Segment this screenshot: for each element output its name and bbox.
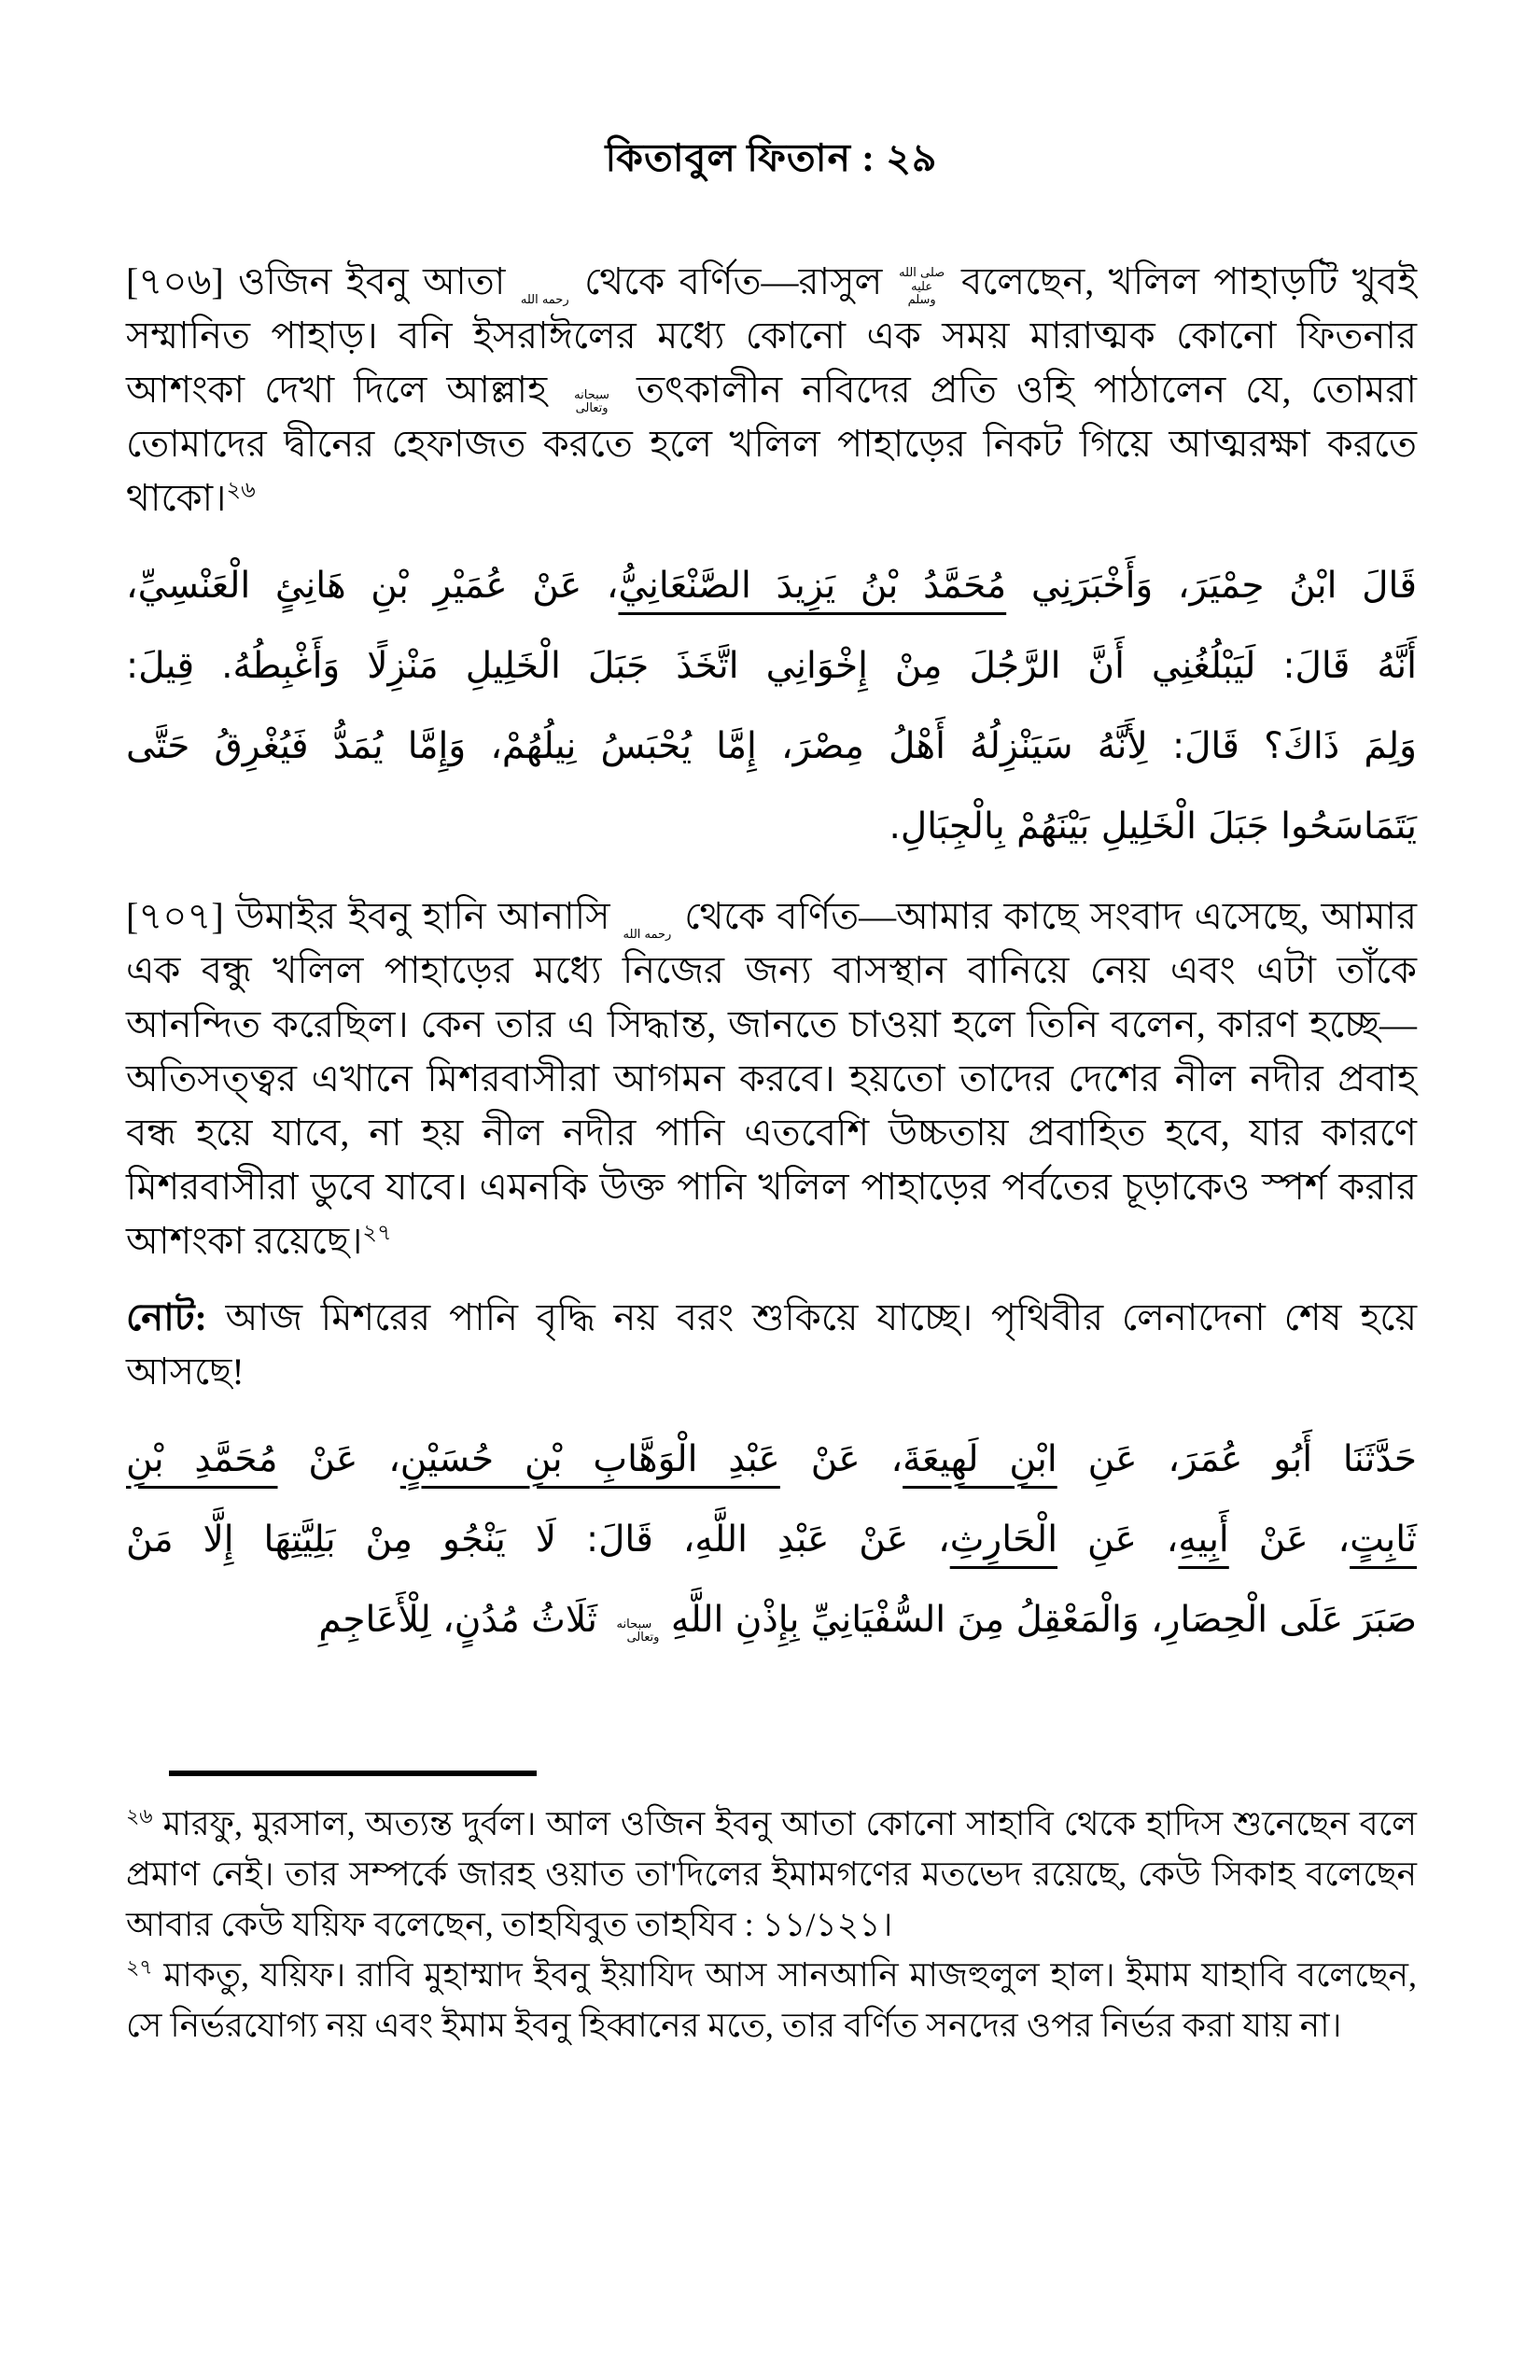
underlined-narrator: مُحَمَّدُ بْنُ يَزِيدَ الصَّنْعَانِيُّ — [618, 565, 1007, 607]
arabic-isnad-block-1 — [126, 546, 1417, 867]
arabic-line: أَنَّهُ قَالَ: لَيَبْلُغُنِي أَنَّ الرَّجُلَ مِنْ إِخْوَانِي اتَّخَذَ جَبَلَ الْخَلِيلِ مَنْزِلًا وَأَغْبِطُهُ. قِيلَ: — [126, 645, 1417, 687]
arabic-line — [126, 546, 1417, 626]
arabic-line: يَتَمَاسَحُوا جَبَلَ الْخَلِيلِ بَيْنَهُمْ بِالْجِبَالِ. — [889, 805, 1417, 847]
hadith-707-paragraph — [126, 889, 1417, 1268]
footnote-reference-26: ২৬ — [226, 478, 256, 503]
arabic-line — [126, 1580, 1417, 1660]
hadith-text: থেকে বর্ণিত—রাসুল — [584, 260, 883, 302]
footnote-reference-27: ২৭ — [362, 1221, 392, 1246]
hadith-text: থেকে বর্ণিত—আমার কাছে সংবাদ এসেছে, আমার এক বন্ধু খলিল পাহাড়ের মধ্যে নিজের জন্য বাসস্থান বানিয়ে নেয় এবং এটা তাঁকে আনন্দিত করেছিল। কেন তার এ সিদ্ধান্ত, জানতে চাওয়া হলে তিনি বলেন, কারণ হচ্ছে—অতিসত্ত্বর এখানে মিশরবাসীরা আগমন করবে। হয়তো তাদের দেশের নীল নদীর প্রবাহ বন্ধ হয়ে যাবে, না হয় নীল নদীর পানি এতবেশি উচ্চতায় প্রবাহিত হবে, যার কারণে মিশরবাসীরা ডুবে যাবে। এমনকি উক্ত পানি খলিল পাহাড়ের পর্বতের চূড়াকেও স্পর্শ করার আশংকা রয়েছে। — [126, 895, 1418, 1262]
translator-note — [126, 1291, 1417, 1399]
sallallahu-honorific: صلى الله عليه وسلم — [899, 266, 945, 307]
hadith-text: বলেছেন, খলিল পাহাড়টি খুবই সম্মানিত পাহাড়। বনি ইসরাঈলের মধ্যে কোনো এক সময় মারাত্মক কোনো ফিতনার আশংকা দেখা দিলে আল্লাহ — [126, 260, 1418, 411]
arabic-text: قَالَ ابْنُ حِمْيَرَ، وَأَخْبَرَنِي — [1030, 565, 1417, 607]
footnote-number: ২৬ — [126, 1804, 153, 1827]
underlined-narrator: الْحَارِثِ — [949, 1519, 1058, 1561]
underlined-narrator: مُحَمَّدِ بْنِ — [126, 1438, 278, 1480]
underlined-narrator: ابْنِ لَهِيعَةَ — [903, 1438, 1057, 1480]
hadith-706-paragraph — [126, 255, 1417, 525]
footnote-26 — [126, 1799, 1417, 1950]
hadith-number: [৭০৭] — [126, 895, 224, 937]
narrator-name: ওজিন ইবনু আতা — [238, 260, 506, 302]
page-title: কিতাবুল ফিতান : ২৯ — [605, 136, 938, 179]
hadith-number: [৭০৬] — [126, 260, 224, 302]
note-text: আজ মিশরের পানি বৃদ্ধি নয় বরং শুকিয়ে যাচ্ছে। পৃথিবীর লেনাদেনা শেষ হয়ে আসছে! — [126, 1296, 1418, 1393]
arabic-text: ، عَنِ — [1086, 1519, 1179, 1561]
rahimahullah-honorific: رحمه الله — [520, 293, 569, 307]
footnote-text: মাকতু, যয়িফ। রাবি মুহাম্মাদ ইবনু ইয়াযিদ আস সানআনি মাজহুলুল হাল। ইমাম যাহাবি বলেছেন, সে নির্ভরযোগ্য নয় এবং ইমাম ইবনু হিব্বানের মতে, তার বর্ণিত সনদের ওপর নির্ভর করা যায় না। — [126, 1956, 1417, 2044]
narrator-name: উমাইর ইবনু হানি আনাসি — [235, 895, 610, 937]
note-label: নোট: — [126, 1296, 207, 1338]
underlined-narrator: أَبِيهِ — [1178, 1519, 1229, 1561]
footnote-27 — [126, 1950, 1417, 2051]
arabic-text: ، عَنْ — [1258, 1519, 1351, 1561]
arabic-text: ، عَنْ — [308, 1438, 400, 1480]
arabic-text: حَدَّثَنَا أَبُو عُمَرَ، عَنِ — [1087, 1438, 1417, 1480]
underlined-narrator: ثَابِتٍ — [1350, 1519, 1418, 1561]
arabic-isnad-block-2 — [126, 1420, 1417, 1660]
subhanahu-honorific: سبحانه وتعالى — [574, 387, 609, 415]
arabic-text: ، عَنْ عَبْدِ اللَّهِ، قَالَ: لَا يَنْجُو مِنْ بَلِيَّتِهَا إِلَّا مَنْ — [126, 1519, 950, 1561]
underlined-narrator: عَبْدِ الْوَهَّابِ بْنِ حُسَيْنٍ — [399, 1438, 780, 1480]
arabic-line — [126, 1500, 1417, 1580]
hadith-text: তৎকালীন নবিদের প্রতি ওহি পাঠালেন যে, তোমরা তোমাদের দ্বীনের হেফাজত করতে হলে খলিল পাহাড়ের নিকট গিয়ে আত্মরক্ষা করতে থাকো। — [126, 369, 1417, 519]
arabic-line — [126, 1420, 1417, 1500]
rahimahullah-honorific: رحمه الله — [623, 928, 672, 942]
arabic-text: ، عَنْ — [810, 1438, 903, 1480]
footnote-number: ২৭ — [126, 1955, 153, 1979]
subhanahu-honorific: سبحانه وتعالى — [616, 1617, 660, 1645]
arabic-text: ، عَنْ عُمَيْرِ بْنِ هَانِئٍ الْعَنْسِيِّ، — [126, 565, 619, 607]
footnote-text: মারফু, মুরসাল, অত্যন্ত দুর্বল। আল ওজিন ইবনু আতা কোনো সাহাবি থেকে হাদিস শুনেছেন বলে প্রমাণ নেই। তার সম্পর্কে জারহ ওয়াত তা'দিলের ইমামগণের মতভেদ রয়েছে, কেউ সিকাহ বলেছেন আবার কেউ যয়িফ বলেছেন, তাহযিবুত তাহযিব : ১১/১২১। — [126, 1805, 1417, 1943]
arabic-text: صَبَرَ عَلَى الْحِصَارِ، وَالْمَعْقِلُ مِنَ السُّفْيَانِيِّ بِإِذْنِ اللَّهِ — [670, 1599, 1417, 1641]
arabic-line: وَلِمَ ذَاكَ؟ قَالَ: لِأَنَّهُ سَيَنْزِلُهُ أَهْلُ مِصْرَ، إِمَّا يُحْبَسُ نِيلُهُمْ، وَإِمَّا يُمَدُّ فَيُغْرِقُ حَتَّى — [126, 725, 1417, 767]
footnote-separator-rule — [169, 1771, 537, 1776]
arabic-text: ثَلَاثُ مُدُنٍ، لِلْأَعَاجِمِ — [318, 1599, 597, 1641]
